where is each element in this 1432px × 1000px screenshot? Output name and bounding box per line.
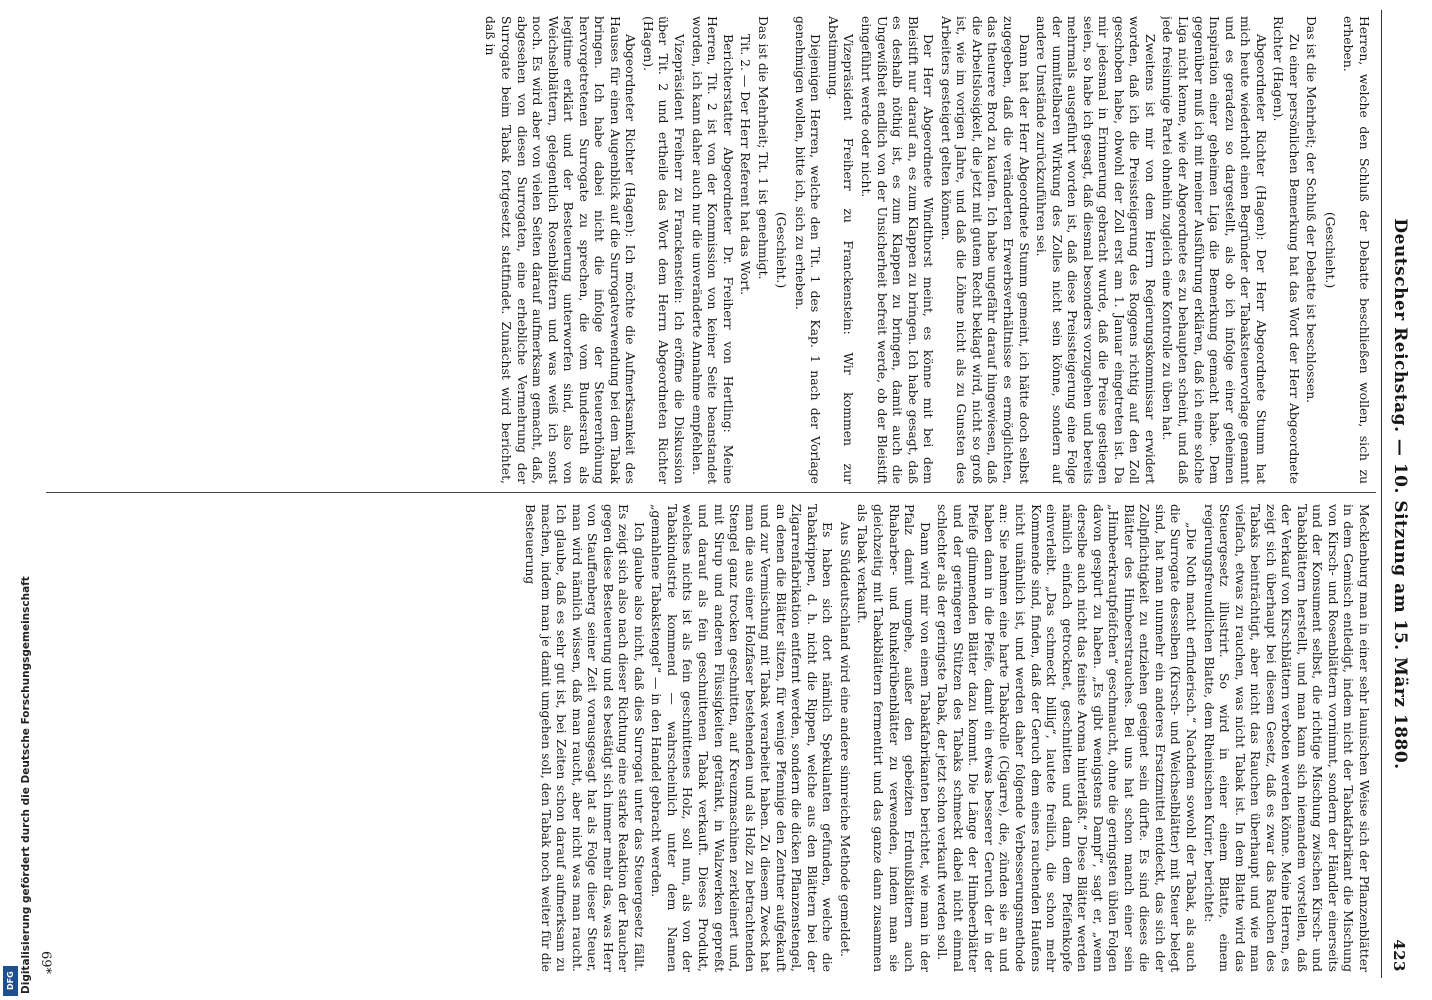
left-column: [47, 16, 1372, 484]
paragraph: Diejenigen Herren, welche den Tit. 1 des Kap. 1 nach der Vorlage genehmigen wollen, bitte ich, sich zu erheben.: [792, 16, 824, 484]
paragraph: Aus Süddeutschland wird eine andere sinnreiche Methode gemeldet.: [837, 522, 853, 957]
paragraph: „Die Noth macht erfinderisch.“ Nachdem sowohl der Tabak, als auch die Surrogate desselben (Kirsch- und Weichselblätter) mit Steuer belegt sind, hat man nunmehr ein anderes Ersatzmittel entdeckt, das sich der Zollpflichtigkeit zu entziehen geeignet sein dürfte. Es sind dieses die Blätter des Himbeerstrauches. Bei uns hat schon manch einer sein „Himbeerkrautpfeifchen“ geschmaucht, ohne die geringsten üblen Folgen davon gespürt zu haben. „Es gibt wenigstens Dampf“, sagt er, „wenn derselbe auch nicht das feinste Aroma hinterläßt.“ Diese Blätter werden nämlich einfach getrocknet, geschnitten und dann dem Pfeifenkopfe einverleibt. „Das schmeckt billig“, lautete freilich, die schon mehr Kommende sind, finden, daß der Geruch dem eines rauchenden Haufens nicht unähnlich ist, und werden daher folgende Verbesserungsmethode an: Sie nehmen eine harte Tabakrolle (Cigarre), die, zünden sie an und haben dann in die Pfeife, damit ein etwas besserer Geruch der in der Pfeife glimmenden Blätter dazu kommt. Die Länge der Himbeerblätter und der geringeren Stützen des Tabaks schmeckt dabei nicht einmal schlechter als der geringste Tabak, der jetzt schon verkauft werden soll.: [935, 504, 1199, 972]
header-title: Deutscher Reichstag. — 10. Sitzung am 15. März 1880.: [1390, 218, 1410, 770]
right-column: [47, 504, 1372, 972]
paragraph: Zweitens ist mir von dem Herrn Regierungskommissar erwidert worden, daß ich die Preissteigerung des Roggens richtig auf den Zoll geschoben habe, obwohl der Zoll erst am 1. Januar eingetreten ist. Da mir jedesmal in Erinnerung gebracht wurde, daß die Preise gestiegen seien, so habe ich gesagt, daß diesmal besonders vorzugehen und bereits mehrmals ausgeführt worden ist, daß diese Preissteigerung eine Folge der unmittelbaren Wirkung des Zolles nicht sein könne, sondern auf andere Umstände zurückzuführen sei.: [1034, 16, 1158, 484]
dfg-logo-icon: DFG: [3, 966, 18, 996]
paragraph: Zu einer persönlichen Bemerkung hat das Wort der Herr Abgeordnete Richter (Hagen).: [1271, 16, 1302, 484]
paragraph: Ich glaube also nicht, daß dies Surrogat unter das Steuergesetz fällt. Es zeigt sich also nach dieser Richtung eine starke Reaktion der Raucher gegen diese Besteuerung und es bestätigt sich immer mehr das, was Herr von Stauffenberg seiner Zeit vorausgesagt hat als Folge dieser Steuer, man wird nämlich wissen, daß man raucht, aber nicht was man raucht. Ich glaube, daß es sehr gut ist, bei Zeiten schon darauf aufmerksam zu machen, indem man je damit umgehen soll, den Tabak noch weiter für die Besteuerung: [523, 504, 647, 972]
paragraph: Herren, welche den Schluß der Debatte beschließen wollen, sich zu erheben.: [1341, 16, 1372, 484]
paragraph: Der Herr Abgeordnete Windthorst meint, es könne mit bei dem Bleistift nur darauf an, es zum Klappen zu bringen. Ich habe gesagt, daß es deshalb nöthig ist, es zum Klappen zu bringen, damit auch die Ungewißheit endlich von der Unsicherheit befreit werde, ob der Bleistift eingeführt werde oder nicht.: [859, 16, 937, 484]
paragraph: (Geschieht.): [774, 211, 790, 289]
paragraph: (Geschieht.): [1322, 211, 1338, 289]
paragraph: Dann hat der Herr Abgeordnete Stumm gemeint, ich hätte doch selbst zugegeben, daß die veränderten Erwerbsverhältnisse es ermöglichten, das theurere Brod zu kaufen. Ich habe ungefähr darauf hingewiesen, daß die Arbeitslosigkeit, die jetzt mit gutem Recht beklagt wird, nicht so groß ist, wie im vorigen Jahre, und daß die Löhne nicht als zu Gunsten des Arbeiters gesteigert gelten können.: [938, 16, 1032, 484]
paragraph: Es haben sich dort nämlich Spekulanten gefunden, welche die Tabakrippen, d. h. nicht die Rippen, welche aus den Blättern bei der Zigarrenfabrikation entfernt werden, sondern die dicken Pflanzenstengel, an denen die Blätter sitzen, für wenige Pfennige den Zentner aufgekauft und zur Vermischung mit Tabak verarbeitet haben. Zu diesem Zweck hat man die aus einer Holzfaser bestehenden und als Holz zu betrachtenden Stengel ganz trocken geschnitten, auf Kreuzmaschinen zerkleinert und, mit Sirup und anderen Flüssigkeiten getränkt, in Walzwerken gepreßt und darauf als fein geschnittenen Tabak verkauft. Dieses Produkt, welches nichts ist als fein geschnittenes Holz, soll nun, als von der Tabakindustrie kommend — wahrscheinlich unter dem Namen „gemahlene Tabakstengel“ — in den Handel gebracht werden.: [649, 504, 836, 972]
paragraph: Dann wird mir von einem Tabakfabrikanten berichtet, wie man in der Pfalz damit umgehe, außer den gebeizten Erdnußblättern auch Rhabarber- und Runkelrübenblätter zu verwenden, indem man sie gleichzeitig mit Tabakblättern fermentirt und das ganze dann zusammen als Tabak verkauft.: [855, 504, 933, 972]
rotated-newspaper-page: [36, 10, 1416, 978]
credit-text: Digitalisierung gefördert durch die Deutsche Forschungsgemeinschaft: [20, 576, 32, 994]
paragraph: Das ist die Mehrheit; der Schluß der Debatte ist beschlossen.: [1304, 16, 1320, 404]
paragraph: Vizepräsident Freiherr zu Franckenstein: Wir kommen zur Abstimmung.: [825, 16, 857, 484]
paragraph: Berichterstatter Abgeordneter Dr. Freiherr von Hertling: Meine Herren, Tit. 2 ist von der Kommission von keiner Seite beanstandet worden, ich kann daher auch nur die unveränderte Annahme empfehlen.: [689, 16, 736, 484]
paragraph: Abgeordneter Richter (Hagen): Ich möchte die Aufmerksamkeit des Hauses für einen Augenblick auf die Surrogatverwendung bei dem Tabak bringen. Ich habe dabei nicht die infolge der Steuererhöhung hervorgetretenen Surrogate zu sprechen, die vom Bundesrath als legitime erklärt und der Besteuerung unterworfen sind, also von Weichselblättern, gelegentlich Rosenblättern und was weiß ich sonst noch. Es wird aber von vielen Seiten darauf aufmerksam gemacht, daß, abgesehen von diesen Surrogaten, eine erhebliche Vermehrung der Surrogate beim Tabak fortgesetzt stattfindet. Zunächst wird berichtet, daß in: [483, 16, 639, 484]
page-header: [1382, 10, 1416, 978]
paragraph: Vizepräsident Freiherr zu Franckenstein: Ich eröffne die Diskussion über Tit. 2 und ertheile das Wort dem Herrn Abgeordneten Richter (Hagen).: [640, 16, 688, 484]
column-divider: [46, 492, 1376, 493]
digitization-credit: [0, 576, 32, 1000]
paragraph: Mecklenburg man in einer sehr launischen Weise sich der Pflanzenblätter in dem Gemisch entledigt, indem nicht der Tabakfabrikant die Mischung von Kirsch- und Rosenblättern vornimmt, sondern der Händler einerseits und der Konsument selbst, die richtige Mischung zwischen Kirsch- und Tabakblättern herstellt, und man kann sich niemandem vorstellen, daß der Verkauf von Kirschblättern verboten werden könne. Meine Herren, es zeigt sich überhaupt bei diesem Gesetz, daß es zwar das Rauchen des Tabaks beinträchtigt, aber nicht das Rauchen überhaupt und wie man vielfach, etwas zu rauchen, was nicht Tabak ist. In dem Blatte wird das Steuergesetz illustrirt. So wird in einer einem Blatte, einem regierungsfreundlichen Blatte, dem Rheinischen Kurier, berichtet:: [1201, 504, 1372, 972]
signature-mark: 69*: [38, 950, 53, 974]
paragraph: Abgeordneter Richter (Hagen): Der Herr Abgeordnete Stumm hat mich heute wiederholt einen Begründer der Tabaksteuervorlage genannt und es geradezu so dargestellt, als ob ich infolge einer geheimen Inspiration einer geheimen Liga die Bemerkung gemacht habe. Dem gegenüber muß ich mit meiner Ausführung erklären, daß ich eine solche Liga nicht kenne, wie der Abgeordnete es zu behaupten scheint, und daß jede freisinnige Partei ohnehin zugleich eine Kontrolle zu üben hat.: [1160, 16, 1269, 484]
paragraph: Tit. 2. — Der Herr Referent hat das Wort.: [738, 34, 754, 296]
header-rule: [1381, 10, 1382, 978]
page-number: 423: [1390, 939, 1408, 972]
paragraph: Das ist die Mehrheit; Tit. 1 ist genehmigt.: [755, 16, 771, 280]
